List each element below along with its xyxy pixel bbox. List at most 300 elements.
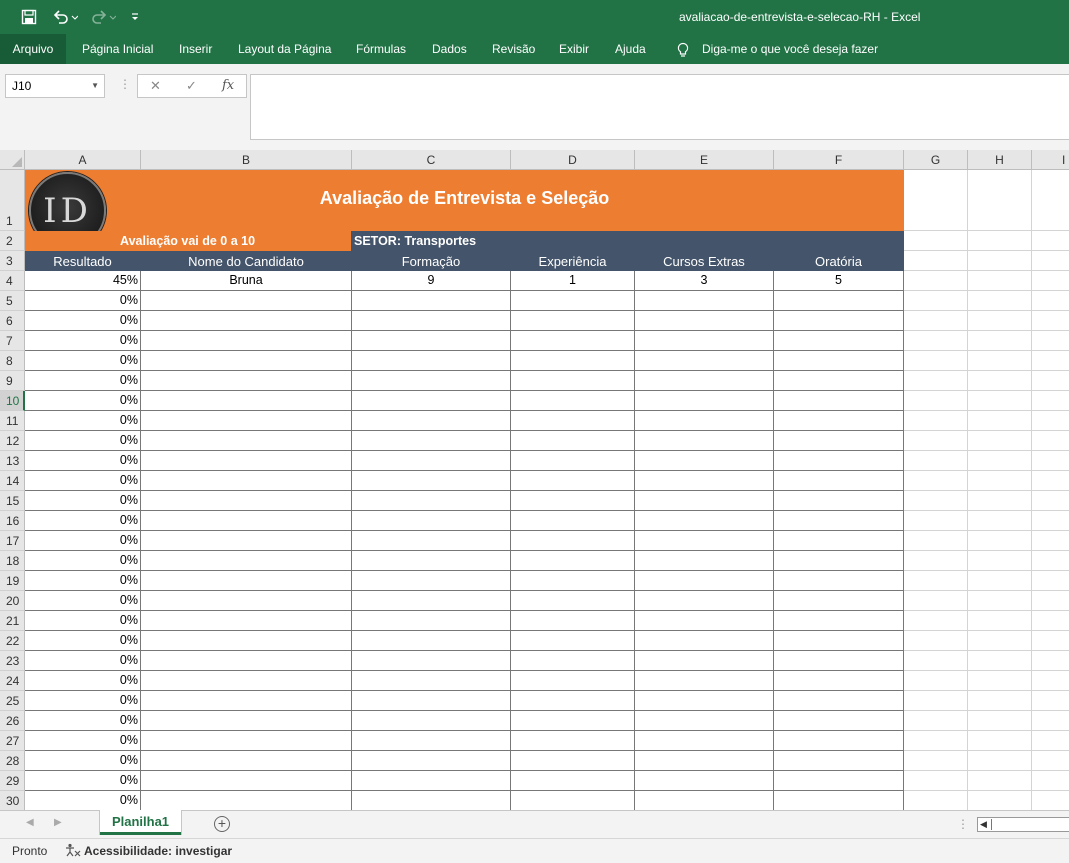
cell[interactable]	[1032, 251, 1069, 271]
cell[interactable]	[904, 611, 968, 631]
cell-nome[interactable]	[141, 791, 352, 810]
spreadsheet-grid[interactable]	[0, 150, 1069, 810]
cell-cursos[interactable]	[635, 531, 774, 551]
cell-formacao[interactable]	[352, 431, 511, 451]
cell-cursos[interactable]	[635, 671, 774, 691]
cell-cursos[interactable]	[635, 451, 774, 471]
cancel-icon[interactable]: ✕	[150, 78, 161, 93]
cell-resultado[interactable]: 0%	[25, 291, 141, 311]
cell-experiencia[interactable]	[511, 711, 635, 731]
cell-experiencia[interactable]	[511, 731, 635, 751]
cell-cursos[interactable]	[635, 351, 774, 371]
cell-experiencia[interactable]	[511, 471, 635, 491]
cell-cursos[interactable]	[635, 751, 774, 771]
cell[interactable]	[904, 451, 968, 471]
cell[interactable]	[1032, 791, 1069, 810]
cell-cursos[interactable]	[635, 371, 774, 391]
cell-experiencia[interactable]	[511, 331, 635, 351]
cell[interactable]	[1032, 531, 1069, 551]
add-sheet-icon[interactable]: +	[214, 816, 230, 832]
header-resultado[interactable]: Resultado	[25, 251, 141, 271]
cell-cursos[interactable]	[635, 791, 774, 810]
cell[interactable]	[968, 311, 1032, 331]
cell-cursos[interactable]	[635, 291, 774, 311]
tab-layout-da-pagina[interactable]: Layout da Página	[238, 42, 332, 56]
tab-inserir[interactable]: Inserir	[179, 42, 213, 56]
column-header-g[interactable]: G	[904, 150, 968, 170]
cell-oratoria[interactable]	[774, 771, 904, 791]
scale-note[interactable]: Avaliação vai de 0 a 10	[25, 231, 351, 251]
cell[interactable]	[968, 371, 1032, 391]
cell-oratoria[interactable]: 5	[774, 271, 904, 291]
cell[interactable]	[1032, 571, 1069, 591]
cell[interactable]	[968, 531, 1032, 551]
cell-experiencia[interactable]	[511, 691, 635, 711]
cell-oratoria[interactable]	[774, 671, 904, 691]
cell[interactable]	[968, 671, 1032, 691]
cell-cursos[interactable]	[635, 331, 774, 351]
cell-oratoria[interactable]	[774, 751, 904, 771]
setor-label[interactable]: SETOR: Transportes	[351, 231, 904, 251]
cell-nome[interactable]	[141, 731, 352, 751]
cell-experiencia[interactable]	[511, 591, 635, 611]
cell[interactable]	[968, 591, 1032, 611]
cell-experiencia[interactable]	[511, 671, 635, 691]
cell-formacao[interactable]	[352, 551, 511, 571]
row-header[interactable]: 6	[0, 311, 25, 331]
header-cursos-extras[interactable]: Cursos Extras	[635, 251, 774, 271]
cell-resultado[interactable]: 0%	[25, 531, 141, 551]
enter-icon[interactable]: ✓	[186, 78, 197, 93]
cell[interactable]	[904, 571, 968, 591]
cell[interactable]	[968, 471, 1032, 491]
row-header[interactable]: 14	[0, 471, 25, 491]
cell-nome[interactable]	[141, 451, 352, 471]
formula-input[interactable]	[250, 74, 1069, 140]
cell-resultado[interactable]: 0%	[25, 771, 141, 791]
cell-experiencia[interactable]	[511, 551, 635, 571]
column-header-i[interactable]: I	[1032, 150, 1069, 170]
cell-experiencia[interactable]	[511, 751, 635, 771]
cell-nome[interactable]	[141, 351, 352, 371]
select-all-corner[interactable]	[0, 150, 25, 170]
cell-oratoria[interactable]	[774, 591, 904, 611]
cell[interactable]	[904, 491, 968, 511]
cell[interactable]	[1032, 371, 1069, 391]
cell-cursos[interactable]	[635, 631, 774, 651]
row-header[interactable]: 12	[0, 431, 25, 451]
cell-cursos[interactable]	[635, 611, 774, 631]
cell[interactable]	[1032, 511, 1069, 531]
cell[interactable]	[1032, 351, 1069, 371]
cell[interactable]	[968, 491, 1032, 511]
cell-experiencia[interactable]	[511, 531, 635, 551]
cell[interactable]	[904, 431, 968, 451]
cell-nome[interactable]	[141, 631, 352, 651]
cell-experiencia[interactable]	[511, 411, 635, 431]
cell-nome[interactable]	[141, 671, 352, 691]
cell-oratoria[interactable]	[774, 571, 904, 591]
cell[interactable]	[1032, 611, 1069, 631]
cell-cursos[interactable]	[635, 431, 774, 451]
cell-experiencia[interactable]	[511, 351, 635, 371]
cell-formacao[interactable]	[352, 351, 511, 371]
cell-resultado[interactable]: 0%	[25, 451, 141, 471]
cell-experiencia[interactable]	[511, 651, 635, 671]
cell-formacao[interactable]	[352, 711, 511, 731]
cell[interactable]	[904, 631, 968, 651]
cell-experiencia[interactable]	[511, 311, 635, 331]
cell-oratoria[interactable]	[774, 331, 904, 351]
scroll-tabs-right-icon[interactable]: ▶	[54, 817, 62, 828]
cell[interactable]	[968, 791, 1032, 810]
cell-nome[interactable]	[141, 511, 352, 531]
cell-formacao[interactable]	[352, 651, 511, 671]
cell-experiencia[interactable]	[511, 391, 635, 411]
cell-cursos[interactable]	[635, 391, 774, 411]
cell-experiencia[interactable]	[511, 511, 635, 531]
company-logo[interactable]: ID	[29, 172, 106, 249]
cell[interactable]	[968, 691, 1032, 711]
cell[interactable]	[968, 611, 1032, 631]
cell[interactable]	[968, 551, 1032, 571]
cell-experiencia[interactable]	[511, 571, 635, 591]
cell-cursos[interactable]	[635, 491, 774, 511]
cell-nome[interactable]	[141, 711, 352, 731]
cell-resultado[interactable]: 0%	[25, 391, 141, 411]
cell[interactable]	[904, 671, 968, 691]
cell[interactable]	[1032, 651, 1069, 671]
cell[interactable]	[904, 731, 968, 751]
cell-nome[interactable]	[141, 371, 352, 391]
cell-resultado[interactable]: 0%	[25, 691, 141, 711]
cell-oratoria[interactable]	[774, 351, 904, 371]
cell-nome[interactable]	[141, 611, 352, 631]
cell-cursos[interactable]	[635, 771, 774, 791]
cell-nome[interactable]: Bruna	[141, 271, 352, 291]
column-header-f[interactable]: F	[774, 150, 904, 170]
cell-resultado[interactable]: 0%	[25, 591, 141, 611]
cell-formacao[interactable]	[352, 451, 511, 471]
tab-exibir[interactable]: Exibir	[559, 42, 590, 56]
cell-formacao[interactable]	[352, 771, 511, 791]
cell-formacao[interactable]	[352, 731, 511, 751]
cell-resultado[interactable]: 0%	[25, 651, 141, 671]
cell-oratoria[interactable]	[774, 711, 904, 731]
cell[interactable]	[1032, 411, 1069, 431]
cell[interactable]	[904, 231, 968, 251]
cell-oratoria[interactable]	[774, 451, 904, 471]
cell[interactable]	[968, 271, 1032, 291]
cell[interactable]	[968, 431, 1032, 451]
cell-resultado[interactable]: 45%	[25, 271, 141, 291]
tab-arquivo[interactable]: Arquivo	[0, 34, 66, 64]
cell-oratoria[interactable]	[774, 611, 904, 631]
row-header[interactable]: 20	[0, 591, 25, 611]
row-header[interactable]: 7	[0, 331, 25, 351]
sheet-tab-planilha1[interactable]: Planilha1	[100, 810, 181, 835]
lightbulb-icon[interactable]	[676, 34, 690, 64]
cell-cursos[interactable]	[635, 511, 774, 531]
cell-experiencia[interactable]	[511, 771, 635, 791]
cell-resultado[interactable]: 0%	[25, 511, 141, 531]
cell-formacao[interactable]	[352, 471, 511, 491]
cell-resultado[interactable]: 0%	[25, 311, 141, 331]
row-header[interactable]: 4	[0, 271, 25, 291]
cell-experiencia[interactable]	[511, 491, 635, 511]
cell-cursos[interactable]	[635, 571, 774, 591]
cell-resultado[interactable]: 0%	[25, 551, 141, 571]
cell-oratoria[interactable]	[774, 491, 904, 511]
cell[interactable]	[904, 511, 968, 531]
cell[interactable]	[968, 411, 1032, 431]
cell-resultado[interactable]: 0%	[25, 471, 141, 491]
cell-cursos[interactable]	[635, 411, 774, 431]
cell-formacao[interactable]	[352, 491, 511, 511]
cell-cursos[interactable]	[635, 651, 774, 671]
cell-formacao[interactable]	[352, 331, 511, 351]
cell[interactable]	[968, 631, 1032, 651]
cell[interactable]	[904, 551, 968, 571]
cell-nome[interactable]	[141, 571, 352, 591]
cell-resultado[interactable]: 0%	[25, 711, 141, 731]
cell[interactable]	[1032, 271, 1069, 291]
cell[interactable]	[968, 511, 1032, 531]
cell-experiencia[interactable]	[511, 371, 635, 391]
cell-nome[interactable]	[141, 651, 352, 671]
horizontal-scrollbar[interactable]	[977, 817, 1069, 832]
cell[interactable]	[904, 331, 968, 351]
cell-cursos[interactable]	[635, 591, 774, 611]
cell[interactable]	[904, 351, 968, 371]
cell-formacao[interactable]	[352, 591, 511, 611]
cell-resultado[interactable]: 0%	[25, 611, 141, 631]
cell-resultado[interactable]: 0%	[25, 791, 141, 810]
row-header[interactable]: 26	[0, 711, 25, 731]
cell[interactable]	[968, 711, 1032, 731]
header-oratoria[interactable]: Oratória	[774, 251, 904, 271]
cell[interactable]	[904, 391, 968, 411]
cell[interactable]	[904, 311, 968, 331]
cell[interactable]	[1032, 591, 1069, 611]
column-header-h[interactable]: H	[968, 150, 1032, 170]
row-header[interactable]: 11	[0, 411, 25, 431]
row-header[interactable]: 17	[0, 531, 25, 551]
cell-resultado[interactable]: 0%	[25, 351, 141, 371]
scroll-tabs-left-icon[interactable]: ◀	[26, 817, 34, 828]
header-formacao[interactable]: Formação	[352, 251, 511, 271]
cell-cursos[interactable]	[635, 311, 774, 331]
cell[interactable]	[968, 571, 1032, 591]
cell[interactable]	[968, 351, 1032, 371]
cell-nome[interactable]	[141, 471, 352, 491]
cell-oratoria[interactable]	[774, 391, 904, 411]
cell-nome[interactable]	[141, 411, 352, 431]
row-header[interactable]: 21	[0, 611, 25, 631]
cell-formacao[interactable]	[352, 311, 511, 331]
cell[interactable]	[1032, 691, 1069, 711]
scroll-left-icon[interactable]: ◀	[980, 819, 987, 829]
cell[interactable]	[1032, 491, 1069, 511]
cell-formacao[interactable]	[352, 411, 511, 431]
tab-dados[interactable]: Dados	[432, 42, 467, 56]
accessibility-status[interactable]: Acessibilidade: investigar	[84, 844, 233, 858]
cell-oratoria[interactable]	[774, 471, 904, 491]
row-header[interactable]: 3	[0, 251, 25, 271]
cell[interactable]	[968, 651, 1032, 671]
row-header[interactable]: 22	[0, 631, 25, 651]
cell-nome[interactable]	[141, 691, 352, 711]
cell[interactable]	[1032, 231, 1069, 251]
cell-nome[interactable]	[141, 591, 352, 611]
row-header[interactable]: 27	[0, 731, 25, 751]
cell-oratoria[interactable]	[774, 651, 904, 671]
more-options-icon[interactable]: ⋮	[119, 77, 131, 91]
row-header[interactable]: 18	[0, 551, 25, 571]
row-header[interactable]: 28	[0, 751, 25, 771]
row-header[interactable]: 25	[0, 691, 25, 711]
cell-cursos[interactable]	[635, 691, 774, 711]
cell[interactable]	[968, 731, 1032, 751]
cell-nome[interactable]	[141, 431, 352, 451]
cell-experiencia[interactable]: 1	[511, 271, 635, 291]
cell-experiencia[interactable]	[511, 291, 635, 311]
cell-experiencia[interactable]	[511, 791, 635, 810]
cell-experiencia[interactable]	[511, 631, 635, 651]
row-header[interactable]: 2	[0, 231, 25, 251]
cell-cursos[interactable]: 3	[635, 271, 774, 291]
undo-icon[interactable]	[50, 6, 80, 28]
cell[interactable]	[904, 691, 968, 711]
column-header-d[interactable]: D	[511, 150, 635, 170]
cell[interactable]	[1032, 291, 1069, 311]
cell-formacao[interactable]	[352, 511, 511, 531]
cell[interactable]	[904, 711, 968, 731]
insert-function-icon[interactable]: fx	[222, 78, 235, 93]
cell-nome[interactable]	[141, 291, 352, 311]
cell-formacao[interactable]	[352, 391, 511, 411]
cell-oratoria[interactable]	[774, 691, 904, 711]
save-icon[interactable]	[18, 6, 40, 28]
cell-formacao[interactable]	[352, 791, 511, 810]
column-header-c[interactable]: C	[352, 150, 511, 170]
cell[interactable]	[904, 251, 968, 271]
cell-oratoria[interactable]	[774, 311, 904, 331]
cell-oratoria[interactable]	[774, 411, 904, 431]
cell[interactable]	[904, 291, 968, 311]
cell[interactable]	[1032, 711, 1069, 731]
row-header[interactable]: 19	[0, 571, 25, 591]
cell-resultado[interactable]: 0%	[25, 491, 141, 511]
row-header[interactable]: 15	[0, 491, 25, 511]
cell[interactable]	[1032, 751, 1069, 771]
cell[interactable]	[904, 651, 968, 671]
cell-oratoria[interactable]	[774, 291, 904, 311]
cell[interactable]	[904, 771, 968, 791]
cell[interactable]	[904, 751, 968, 771]
cell-nome[interactable]	[141, 391, 352, 411]
cell-formacao[interactable]	[352, 631, 511, 651]
column-header-a[interactable]: A	[25, 150, 141, 170]
cell[interactable]	[1032, 451, 1069, 471]
cell-experiencia[interactable]	[511, 431, 635, 451]
cell-experiencia[interactable]	[511, 611, 635, 631]
cell[interactable]	[904, 531, 968, 551]
cell[interactable]	[968, 751, 1032, 771]
column-header-e[interactable]: E	[635, 150, 774, 170]
row-header[interactable]: 10	[0, 391, 25, 411]
cell[interactable]	[968, 170, 1032, 231]
cell-oratoria[interactable]	[774, 371, 904, 391]
cell-oratoria[interactable]	[774, 531, 904, 551]
cell-formacao[interactable]	[352, 611, 511, 631]
cell-resultado[interactable]: 0%	[25, 331, 141, 351]
cell-cursos[interactable]	[635, 731, 774, 751]
cell[interactable]	[1032, 391, 1069, 411]
cell-nome[interactable]	[141, 311, 352, 331]
cell-oratoria[interactable]	[774, 631, 904, 651]
customize-qat-icon[interactable]	[128, 6, 142, 28]
tell-me-search[interactable]: Diga-me o que você deseja fazer	[702, 42, 879, 56]
cell-formacao[interactable]	[352, 531, 511, 551]
cell[interactable]	[1032, 671, 1069, 691]
accessibility-icon[interactable]	[65, 843, 81, 860]
redo-icon[interactable]	[88, 6, 118, 28]
cell[interactable]	[904, 591, 968, 611]
cell-cursos[interactable]	[635, 551, 774, 571]
cell[interactable]	[904, 371, 968, 391]
cell-cursos[interactable]	[635, 711, 774, 731]
row-header[interactable]: 23	[0, 651, 25, 671]
column-header-b[interactable]: B	[141, 150, 352, 170]
tab-ajuda[interactable]: Ajuda	[615, 42, 646, 56]
cell-nome[interactable]	[141, 751, 352, 771]
cell-formacao[interactable]: 9	[352, 271, 511, 291]
header-nome-do-candidato[interactable]: Nome do Candidato	[141, 251, 352, 271]
row-header[interactable]: 9	[0, 371, 25, 391]
cell[interactable]	[1032, 170, 1069, 231]
row-header[interactable]: 1	[0, 170, 25, 231]
cell[interactable]	[968, 251, 1032, 271]
cell-experiencia[interactable]	[511, 451, 635, 471]
header-experiencia[interactable]: Experiência	[511, 251, 635, 271]
cell-oratoria[interactable]	[774, 791, 904, 810]
cell[interactable]	[1032, 731, 1069, 751]
cell-resultado[interactable]: 0%	[25, 751, 141, 771]
cell-resultado[interactable]: 0%	[25, 571, 141, 591]
cell[interactable]	[968, 451, 1032, 471]
cell[interactable]	[904, 411, 968, 431]
scroll-split-handle[interactable]: ⋮	[957, 817, 969, 831]
cell[interactable]	[1032, 471, 1069, 491]
cell-nome[interactable]	[141, 771, 352, 791]
cell[interactable]	[1032, 631, 1069, 651]
cell-resultado[interactable]: 0%	[25, 731, 141, 751]
cell-nome[interactable]	[141, 331, 352, 351]
row-header[interactable]: 8	[0, 351, 25, 371]
name-box[interactable]	[5, 74, 105, 98]
cell[interactable]	[904, 791, 968, 810]
chevron-down-icon[interactable]: ▼	[91, 81, 99, 90]
tab-revisao[interactable]: Revisão	[492, 42, 536, 56]
cell[interactable]	[1032, 331, 1069, 351]
row-header[interactable]: 24	[0, 671, 25, 691]
cell-nome[interactable]	[141, 491, 352, 511]
cell-cursos[interactable]	[635, 471, 774, 491]
tab-pagina-inicial[interactable]: Página Inicial	[82, 42, 154, 56]
cell-resultado[interactable]: 0%	[25, 431, 141, 451]
scrollbar-thumb[interactable]	[991, 819, 1069, 830]
